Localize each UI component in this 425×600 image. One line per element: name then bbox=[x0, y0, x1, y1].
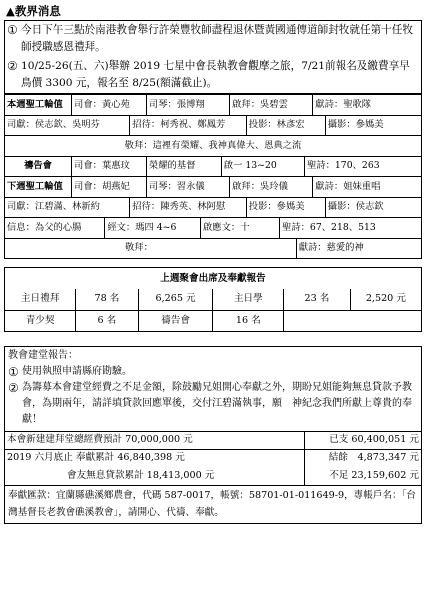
building-item-number: ① bbox=[8, 364, 19, 379]
news-item bbox=[5, 57, 421, 93]
schedule-cell: 司會：胡燕妃 bbox=[72, 177, 147, 197]
schedule-row bbox=[5, 197, 421, 217]
worship-songs: 敬拜：這裡有榮耀、我神真偉大、恩典之流 bbox=[5, 136, 421, 156]
schedule-cell: 啟一 13~20 bbox=[221, 156, 304, 176]
news-item bbox=[5, 21, 421, 57]
report-cell: 23 名 bbox=[284, 289, 351, 310]
building-item-text: 使用執照申請縣府勘驗。 bbox=[22, 365, 132, 377]
schedule-cell: 獻詩：慈愛的神 bbox=[296, 238, 421, 258]
schedule-cell: 榮耀的基督 bbox=[146, 156, 221, 176]
report-title: 上週聚會出席及奉獻報告 bbox=[160, 272, 266, 284]
schedule-cell: 司會：葉惠玟 bbox=[72, 156, 147, 176]
schedule-cell: 司琴：習永儀 bbox=[146, 177, 229, 197]
report-cell: 青少契 bbox=[5, 310, 76, 331]
news-item-number: ① bbox=[7, 23, 18, 37]
attendance-report bbox=[4, 267, 422, 332]
schedule-cell: 獻詩：聖歌隊 bbox=[313, 95, 421, 115]
schedule-cell: 啟拜：吳碧雲 bbox=[230, 95, 313, 115]
schedule-row bbox=[5, 156, 421, 176]
schedule-cell: 攝影：參媽美 bbox=[325, 115, 421, 135]
table-row bbox=[5, 289, 421, 310]
empty-cell bbox=[350, 310, 421, 331]
schedule-cell: 司獻：江碧滿、林新約 bbox=[5, 197, 130, 217]
schedule-cell: 投影：林彥宏 bbox=[246, 115, 325, 135]
report-cell: 6 名 bbox=[76, 310, 138, 331]
finance-cell: 本會新建建拜堂總經費預計 70,000,000 元 bbox=[5, 431, 305, 449]
empty-cell bbox=[284, 310, 351, 331]
news-box bbox=[4, 20, 422, 94]
finance-cell: 不足 23,159,602 元 bbox=[305, 467, 421, 485]
table-row bbox=[5, 310, 421, 331]
schedule-cell: 啟應文：十 bbox=[201, 218, 280, 238]
report-cell: 主日學 bbox=[213, 289, 284, 310]
schedule-cell: 啟拜：吳玲儀 bbox=[230, 177, 313, 197]
schedule-cell: 司琴：張博翔 bbox=[146, 95, 229, 115]
table-row bbox=[5, 431, 421, 449]
table-row bbox=[5, 449, 421, 467]
schedule-cell: 本週聖工輪值 bbox=[5, 95, 72, 115]
building-item-number: ② bbox=[8, 380, 19, 395]
report-cell: 主日禮拜 bbox=[5, 289, 76, 310]
schedule-table bbox=[4, 94, 422, 259]
schedule-cell: 司獻：侯志欽、吳明芬 bbox=[5, 115, 130, 135]
schedule-cell: 禱告會 bbox=[5, 156, 72, 176]
schedule-cell: 聖詩：67、218、513 bbox=[280, 218, 421, 238]
finance-cell: 結餘 4,873,347 元 bbox=[305, 449, 421, 467]
schedule-cell: 信息：為父的心腸 bbox=[5, 218, 105, 238]
schedule-row bbox=[5, 238, 421, 258]
schedule-cell: 敬拜： bbox=[5, 238, 296, 258]
report-title-row bbox=[5, 268, 421, 289]
schedule-cell: 招待：陳秀英、林阿慰 bbox=[130, 197, 246, 217]
building-item bbox=[5, 380, 421, 431]
schedule-cell: 招待：柯秀祝、鄭鳳芳 bbox=[130, 115, 246, 135]
finance-cell: 會友無息貸款累計 18,413,000 元 bbox=[5, 467, 305, 485]
table-row bbox=[5, 467, 421, 485]
schedule-cell: 獻詩：姐妹重唱 bbox=[313, 177, 421, 197]
schedule-row bbox=[5, 115, 421, 135]
schedule-cell: 投影：參媽美 bbox=[246, 197, 325, 217]
finance-cell: 2019 六月底止 奉獻累計 46,840,398 元 bbox=[5, 449, 305, 467]
schedule-cell: 經文：瑪四 4~6 bbox=[105, 218, 201, 238]
schedule-cell: 攝影：侯志欽 bbox=[325, 197, 421, 217]
news-item-text: 今日下午三點於南港教會舉行許榮豐牧師盡程退休暨黃國通傳道師封牧就任第十任牧師授職感恩禮拜。 bbox=[21, 24, 413, 53]
report-cell: 78 名 bbox=[76, 289, 138, 310]
building-report-title: 教會建堂報告： bbox=[8, 350, 78, 361]
building-item bbox=[5, 364, 421, 380]
building-report bbox=[4, 346, 422, 524]
schedule-cell: 下週聖工輪值 bbox=[5, 177, 72, 197]
bulletin-page bbox=[4, 3, 422, 597]
news-title: ▲教界消息 bbox=[6, 4, 61, 18]
finance-cell: 已支 60,400,051 元 bbox=[305, 431, 421, 449]
report-cell: 6,265 元 bbox=[138, 289, 213, 310]
news-item-text: 10/25-26(五、六)舉辦 2019 七星中會長執教會觀摩之旅，7/21前報名及繳費享早鳥價 3300 元，報名至 8/25(額滿截止)。 bbox=[21, 60, 410, 89]
schedule-row bbox=[5, 136, 421, 156]
schedule-cell: 聖詩：170、263 bbox=[304, 156, 421, 176]
schedule-row bbox=[5, 218, 421, 238]
building-item-text: 為籌募本會建堂經費之不足金額，除鼓勵兄姐開心奉獻之外，期盼兄姐能夠無息貸款予教會，為期兩年，請詳填貸款回應單後，交付江碧滿執事，願 神紀念我們所獻上尊貴的奉獻！ bbox=[22, 381, 412, 425]
schedule-row bbox=[5, 95, 421, 115]
report-cell: 2,520 元 bbox=[350, 289, 421, 310]
building-finance-table bbox=[5, 431, 421, 486]
schedule-cell: 司會：黃心苑 bbox=[72, 95, 147, 115]
remittance-info: 奉獻匯款：宜蘭縣礁溪鄉農會，代碼 587-0017，帳號：58701-01-011649-9，專帳戶名：「台灣基督長老教會礁溪教會」，請開心、代禱、奉獻。 bbox=[5, 485, 421, 523]
schedule-row bbox=[5, 177, 421, 197]
news-item-number: ② bbox=[7, 59, 18, 73]
report-cell: 禱告會 bbox=[138, 310, 213, 331]
report-cell: 16 名 bbox=[213, 310, 284, 331]
